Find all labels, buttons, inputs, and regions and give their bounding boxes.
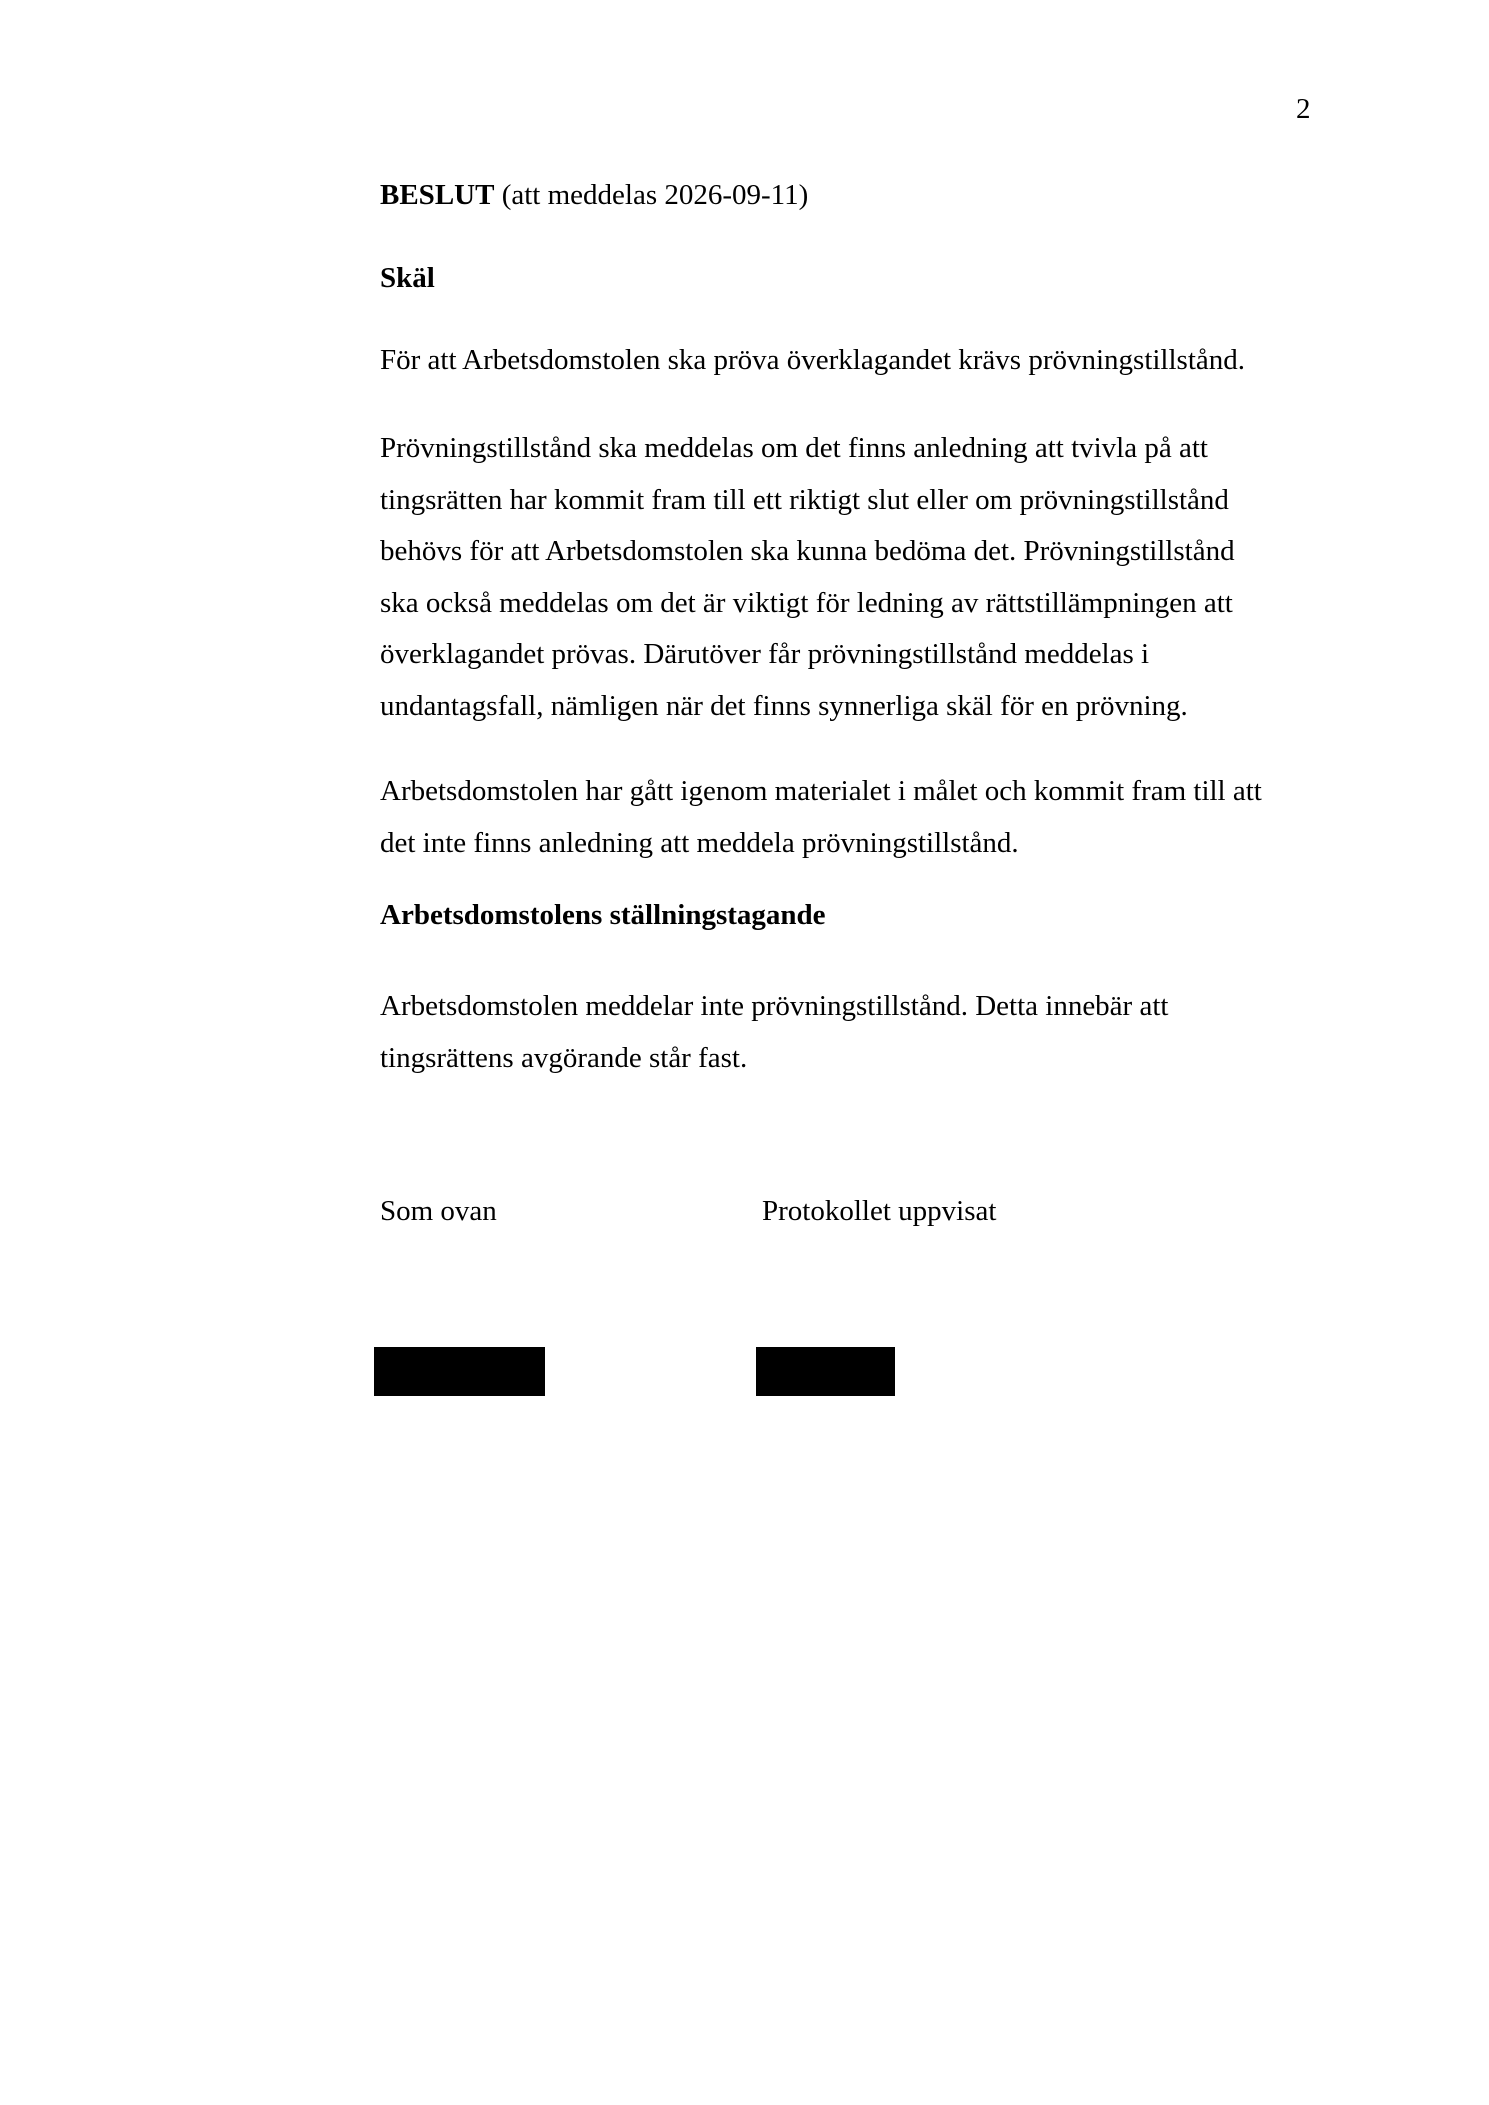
paragraph-2-line: tingsrätten har kommit fram till ett riktigt slut eller om prövningstillstånd xyxy=(380,483,1229,516)
paragraph-2-line: överklagandet prövas. Därutöver får prövningstillstånd meddelas i xyxy=(380,638,1150,671)
section-title-reasons: Skäl xyxy=(380,262,435,294)
paragraph-3-line: det inte finns anledning att meddela prövningstillstånd. xyxy=(380,826,1019,859)
position-heading: Arbetsdomstolens ställningstagande xyxy=(380,899,826,931)
decision-heading-date: (att meddelas 2026-09-11) xyxy=(501,179,809,211)
paragraph-4-line: Arbetsdomstolen meddelar inte prövningstillstånd. Detta innebär att xyxy=(380,990,1169,1022)
signature-label-left: Som ovan xyxy=(380,1195,497,1227)
redacted-signature-left xyxy=(374,1347,545,1396)
decision-heading xyxy=(380,178,808,212)
paragraph-3-line: Arbetsdomstolen har gått igenom materialet i målet och kommit fram till att xyxy=(380,775,1262,807)
paragraph-2-line: undantagsfall, nämligen när det finns synnerliga skäl för en prövning. xyxy=(380,689,1188,722)
paragraph-4-line: tingsrättens avgörande står fast. xyxy=(380,1041,748,1074)
paragraph-2-line: behövs för att Arbetsdomstolen ska kunna bedöma det. Prövningstillstånd xyxy=(380,535,1235,568)
decision-heading-label: BESLUT xyxy=(380,179,495,211)
paragraph-2-line: Prövningstillstånd ska meddelas om det finns anledning att tvivla på att xyxy=(380,432,1208,464)
redacted-signature-right xyxy=(756,1347,895,1396)
signature-label-right: Protokollet uppvisat xyxy=(762,1195,997,1227)
page-number: 2 xyxy=(1296,93,1311,125)
paragraph-2 xyxy=(380,423,1330,733)
paragraph-3 xyxy=(380,766,1330,869)
paragraph-1: För att Arbetsdomstolen ska pröva överklagandet krävs prövningstillstånd. xyxy=(380,344,1246,376)
paragraph-4 xyxy=(380,981,1330,1084)
paragraph-2-line: ska också meddelas om det är viktigt för ledning av rättstillämpningen att xyxy=(380,586,1233,619)
